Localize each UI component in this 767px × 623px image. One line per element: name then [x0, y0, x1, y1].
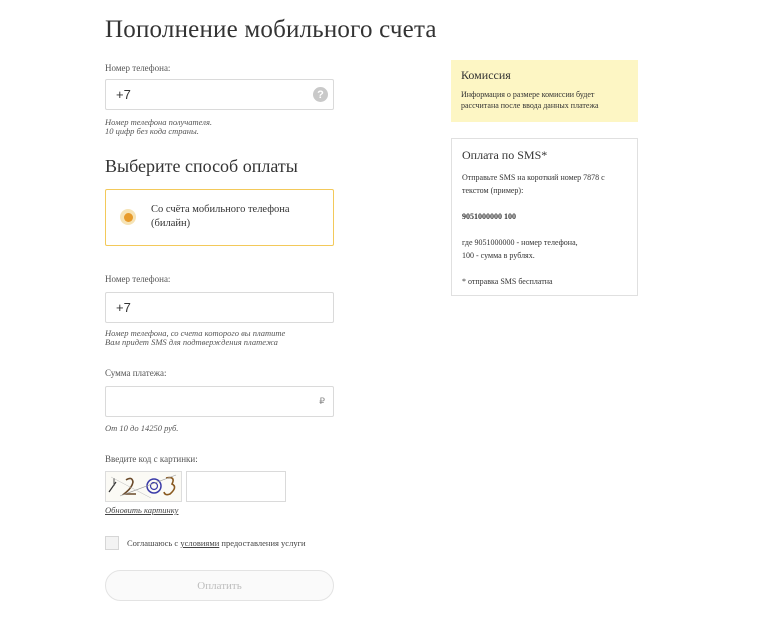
refresh-captcha-link[interactable]: Обновить картинку [105, 505, 179, 515]
captcha-label: Введите код с картинки: [105, 454, 198, 464]
recipient-hint-line1: Номер телефона получателя. [105, 117, 213, 127]
radio-selected-icon[interactable] [120, 209, 136, 225]
amount-input[interactable] [105, 386, 334, 417]
sms-footnote: * отправка SMS бесплатна [462, 277, 553, 286]
payment-method-title: Выберите способ оплаты [105, 156, 298, 176]
option-line1: Со счёта мобильного телефона [151, 204, 290, 215]
captcha-image [105, 471, 182, 502]
amount-label: Сумма платежа: [105, 368, 167, 378]
commission-text-line2: рассчитана после ввода данных платежа [461, 101, 599, 110]
payer-phone-value: +7 [116, 300, 131, 315]
payer-hint-line2: Вам придет SMS для подтверждения платежа [105, 337, 278, 347]
payment-method-option[interactable] [105, 189, 334, 246]
agreement-suffix: предоставления услуги [219, 538, 306, 548]
help-icon[interactable]: ? [313, 87, 328, 102]
payment-method-option-label [151, 203, 290, 231]
recipient-phone-hint [105, 118, 212, 136]
sms-line3: где 9051000000 - номер телефона, [462, 238, 578, 247]
amount-hint: От 10 до 14250 руб. [105, 423, 179, 433]
payer-phone-input[interactable] [105, 292, 334, 323]
recipient-phone-input[interactable] [105, 79, 334, 110]
sms-title: Оплата по SMS* [462, 148, 548, 162]
sms-example: 9051000000 100 [462, 212, 516, 221]
commission-title: Комиссия [461, 68, 511, 82]
payer-hint-line1: Номер телефона, со счета которого вы платите [105, 328, 286, 338]
sms-line4: 100 - сумма в рублях. [462, 251, 535, 260]
agreement-checkbox[interactable] [105, 536, 119, 550]
captcha-picture-icon [106, 472, 181, 501]
captcha-input[interactable] [186, 471, 286, 502]
agreement-text [127, 538, 306, 548]
sms-line2: текстом (пример): [462, 186, 524, 195]
pay-button[interactable]: Оплатить [105, 570, 334, 601]
sms-line1: Отправьте SMS на короткий номер 7878 с [462, 173, 605, 182]
agreement-prefix: Соглашаюсь с [127, 538, 181, 548]
payer-phone-hint [105, 329, 285, 347]
recipient-phone-value: +7 [116, 87, 131, 102]
sms-panel [451, 138, 638, 296]
ruble-icon: ₽ [319, 396, 325, 406]
recipient-hint-line2: 10 цифр без кода страны. [105, 126, 199, 136]
option-line2: (билайн) [151, 218, 191, 229]
recipient-phone-label: Номер телефона: [105, 63, 171, 73]
terms-link[interactable]: условиями [180, 538, 220, 548]
payer-phone-label: Номер телефона: [105, 274, 171, 284]
page-title: Пополнение мобильного счета [105, 16, 437, 43]
commission-panel [451, 60, 638, 122]
commission-text-line1: Информация о размере комиссии будет [461, 90, 595, 99]
